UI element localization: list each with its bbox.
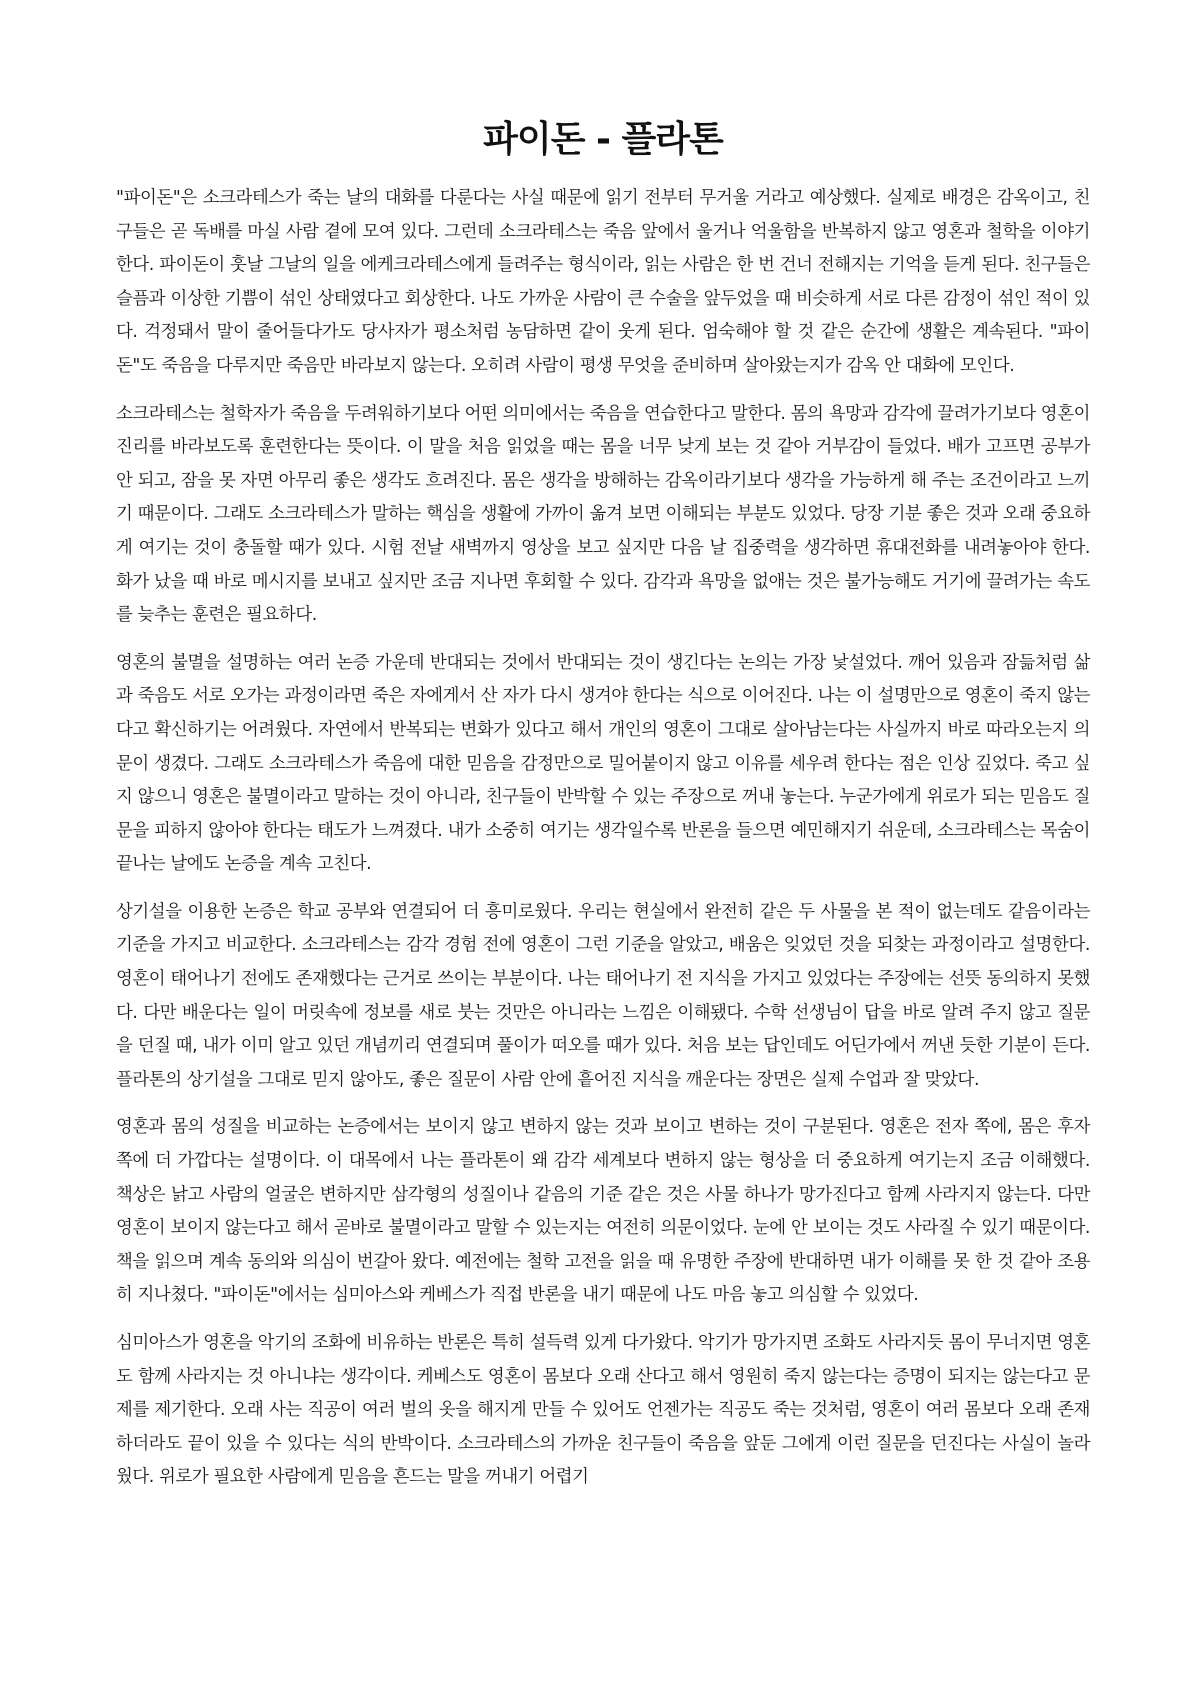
paragraph-1: "파이돈"은 소크라테스가 죽는 날의 대화를 다룬다는 사실 때문에 읽기 전부터 무거울 거라고 예상했다. 실제로 배경은 감옥이고, 친구들은 곧 독배를 마실 사람 곁에 모여 있다. 그런데 소크라테스는 죽음 앞에서 울거나 억울함을 반복하지 않고 영혼과 철학을 이야기한다. 파이돈이 훗날 그날의 일을 에케크라테스에게 들려주는 형식이라, 읽는 사람은 한 번 건너 전해지는 기억을 듣게 된다. 친구들은 슬픔과 이상한 기쁨이 섞인 상태였다고 회상한다. 나도 가까운 사람이 큰 수술을 앞두었을 때 비슷하게 서로 다른 감정이 섞인 적이 있다. 걱정돼서 말이 줄어들다가도 당사자가 평소처럼 농담하면 같이 웃게 된다. 엄숙해야 할 것 같은 순간에 생활은 계속된다. "파이돈"도 죽음을 다루지만 죽음만 바라보지 않는다. 오히려 사람이 평생 무엇을 준비하며 살아왔는지가 감옥 안 대화에 모인다.: [116, 188, 1090, 376]
paragraph-6: 심미아스가 영혼을 악기의 조화에 비유하는 반론은 특히 설득력 있게 다가왔다. 악기가 망가지면 조화도 사라지듯 몸이 무너지면 영혼도 함께 사라지는 것 아니냐는 생각이다. 케베스도 영혼이 몸보다 오래 산다고 해서 영원히 죽지 않는다는 증명이 되지는 않는다고 문제를 제기한다. 오래 사는 직공이 여러 벌의 옷을 해지게 만들 수 있어도 언젠가는 직공도 죽는 것처럼, 영혼이 여러 몸보다 오래 존재하더라도 끝이 있을 수 있다는 식의 반박이다. 소크라테스의 가까운 친구들이 죽음을 앞둔 그에게 이런 질문을 던진다는 사실이 놀라웠다. 위로가 필요한 사람에게 믿음을 흔드는 말을 꺼내기 어렵기: [116, 1333, 1090, 1488]
paragraph-2: 소크라테스는 철학자가 죽음을 두려워하기보다 어떤 의미에서는 죽음을 연습한다고 말한다. 몸의 욕망과 감각에 끌려가기보다 영혼이 진리를 바라보도록 훈련한다는 뜻이다. 이 말을 처음 읽었을 때는 몸을 너무 낮게 보는 것 같아 거부감이 들었다. 배가 고프면 공부가 안 되고, 잠을 못 자면 아무리 좋은 생각도 흐려진다. 몸은 생각을 방해하는 감옥이라기보다 생각을 가능하게 해 주는 조건이라고 느끼기 때문이다. 그래도 소크라테스가 말하는 핵심을 생활에 가까이 옮겨 보면 이해되는 부분도 있었다. 당장 기분 좋은 것과 오래 중요하게 여기는 것이 충돌할 때가 있다. 시험 전날 새벽까지 영상을 보고 싶지만 다음 날 집중력을 생각하면 휴대전화를 내려놓아야 한다. 화가 났을 때 바로 메시지를 보내고 싶지만 조금 지나면 후회할 수 있다. 감각과 욕망을 없애는 것은 불가능해도 거기에 끌려가는 속도를 늦추는 훈련은 필요하다.: [116, 403, 1090, 626]
paragraph-3: 영혼의 불멸을 설명하는 여러 논증 가운데 반대되는 것에서 반대되는 것이 생긴다는 논의는 가장 낯설었다. 깨어 있음과 잠듦처럼 삶과 죽음도 서로 오가는 과정이라면 죽은 자에게서 산 자가 다시 생겨야 한다는 식으로 이어진다. 나는 이 설명만으로 영혼이 죽지 않는다고 확신하기는 어려웠다. 자연에서 반복되는 변화가 있다고 해서 개인의 영혼이 그대로 살아남는다는 사실까지 바로 따라오는지 의문이 생겼다. 그래도 소크라테스가 죽음에 대한 믿음을 감정만으로 밀어붙이지 않고 이유를 세우려 한다는 점은 인상 깊었다. 죽고 싶지 않으니 영혼은 불멸이라고 말하는 것이 아니라, 친구들이 반박할 수 있는 주장으로 꺼내 놓는다. 누군가에게 위로가 되는 믿음도 질문을 피하지 않아야 한다는 태도가 느껴졌다. 내가 소중히 여기는 생각일수록 반론을 들으면 예민해지기 쉬운데, 소크라테스는 목숨이 끝나는 날에도 논증을 계속 고친다.: [116, 652, 1090, 875]
paragraph-4: 상기설을 이용한 논증은 학교 공부와 연결되어 더 흥미로웠다. 우리는 현실에서 완전히 같은 두 사물을 본 적이 없는데도 같음이라는 기준을 가지고 비교한다. 소크라테스는 감각 경험 전에 영혼이 그런 기준을 알았고, 배움은 잊었던 것을 되찾는 과정이라고 설명한다. 영혼이 태어나기 전에도 존재했다는 근거로 쓰이는 부분이다. 나는 태어나기 전 지식을 가지고 있었다는 주장에는 선뜻 동의하지 못했다. 다만 배운다는 일이 머릿속에 정보를 새로 붓는 것만은 아니라는 느낌은 이해됐다. 수학 선생님이 답을 바로 알려 주지 않고 질문을 던질 때, 내가 이미 알고 있던 개념끼리 연결되며 풀이가 떠오를 때가 있다. 처음 보는 답인데도 어딘가에서 꺼낸 듯한 기분이 든다. 플라톤의 상기설을 그대로 믿지 않아도, 좋은 질문이 사람 안에 흩어진 지식을 깨운다는 장면은 실제 수업과 잘 맞았다.: [116, 901, 1090, 1090]
document-title: 파이돈 - 플라톤: [483, 119, 723, 160]
paragraph-5: 영혼과 몸의 성질을 비교하는 논증에서는 보이지 않고 변하지 않는 것과 보이고 변하는 것이 구분된다. 영혼은 전자 쪽에, 몸은 후자 쪽에 더 가깝다는 설명이다. 이 대목에서 나는 플라톤이 왜 감각 세계보다 변하지 않는 형상을 더 중요하게 여기는지 조금 이해했다. 책상은 낡고 사람의 얼굴은 변하지만 삼각형의 성질이나 같음의 기준 같은 것은 사물 하나가 망가진다고 함께 사라지지 않는다. 다만 영혼이 보이지 않는다고 해서 곧바로 불멸이라고 말할 수 있는지는 여전히 의문이었다. 눈에 안 보이는 것도 사라질 수 있기 때문이다. 책을 읽으며 계속 동의와 의심이 번갈아 왔다. 예전에는 철학 고전을 읽을 때 유명한 주장에 반대하면 내가 이해를 못 한 것 같아 조용히 지나쳤다. "파이돈"에서는 심미아스와 케베스가 직접 반론을 내기 때문에 나도 마음 놓고 의심할 수 있었다.: [116, 1117, 1090, 1306]
